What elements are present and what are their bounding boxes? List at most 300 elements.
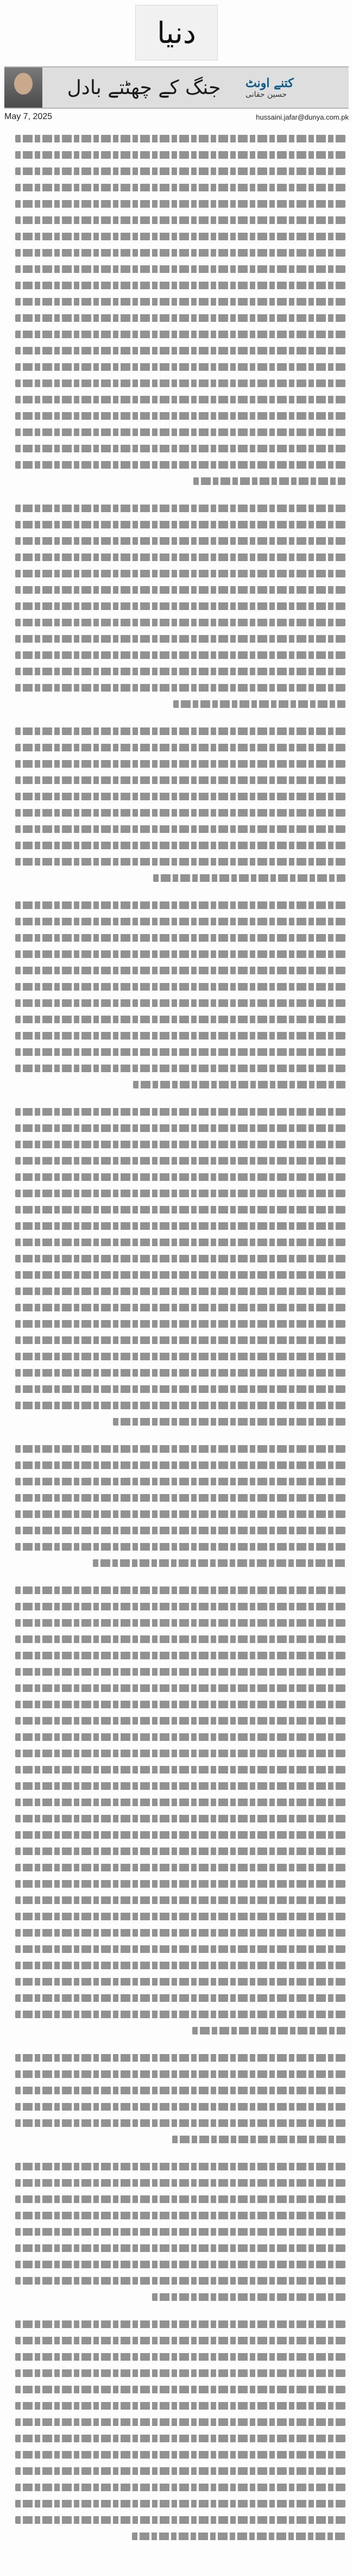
text-line — [8, 343, 345, 359]
text-line-fill — [15, 2451, 345, 2459]
text-line-fill — [15, 200, 345, 208]
text-line-fill — [15, 2435, 345, 2442]
text-line — [8, 2082, 345, 2099]
text-line-fill — [15, 2337, 345, 2344]
text-line-fill — [15, 1287, 345, 1295]
text-line — [8, 1810, 345, 1827]
text-line — [8, 854, 345, 870]
text-line-fill — [15, 2386, 345, 2393]
text-line — [8, 1283, 345, 1299]
text-line-fill — [15, 1478, 345, 1485]
text-line-fill — [15, 2070, 345, 2078]
text-line — [8, 1582, 345, 1598]
text-line — [8, 1974, 345, 1990]
text-line — [8, 2398, 345, 2414]
text-line-fill — [15, 651, 345, 659]
text-line — [8, 359, 345, 375]
text-line-fill — [15, 282, 345, 289]
article-paragraph — [8, 1582, 345, 2039]
text-line — [8, 375, 345, 391]
text-line — [8, 1762, 345, 1778]
text-line — [8, 294, 345, 310]
text-line-fill — [15, 521, 345, 528]
text-line — [8, 1028, 345, 1044]
meta-row — [4, 109, 349, 125]
text-line — [8, 1778, 345, 1794]
text-line-fill — [15, 216, 345, 224]
text-line-fill — [172, 2136, 345, 2143]
text-line — [8, 440, 345, 457]
text-line — [8, 1316, 345, 1332]
text-line — [8, 1664, 345, 1680]
column-header — [4, 66, 349, 109]
text-line-fill — [15, 2179, 345, 2187]
text-line-fill — [152, 2293, 345, 2301]
text-line — [8, 1631, 345, 1647]
text-line-fill — [15, 776, 345, 784]
text-line-fill — [15, 1799, 345, 1806]
text-line-fill — [15, 684, 345, 692]
text-line — [8, 1381, 345, 1397]
text-line-fill — [15, 363, 345, 371]
text-line-fill — [15, 793, 345, 800]
text-line — [8, 179, 345, 196]
article-paragraph — [8, 2050, 345, 2148]
text-line-fill — [15, 586, 345, 594]
text-line — [8, 2191, 345, 2207]
text-line-fill — [15, 1353, 345, 1360]
author-name: حسین حقانی — [245, 90, 287, 99]
text-line — [8, 2224, 345, 2240]
text-line-fill — [15, 1206, 345, 1214]
text-line — [8, 130, 345, 147]
text-line — [8, 2430, 345, 2447]
text-line — [8, 663, 345, 680]
text-line — [8, 1794, 345, 1810]
text-line — [8, 549, 345, 565]
text-line — [8, 1713, 345, 1729]
text-line-fill — [15, 1750, 345, 1757]
text-line — [8, 913, 345, 930]
text-line-fill — [15, 2103, 345, 2111]
logo — [135, 5, 218, 60]
text-line-fill — [15, 1385, 345, 1393]
masthead — [0, 0, 353, 65]
text-line — [8, 163, 345, 179]
text-line — [8, 1169, 345, 1185]
text-line-fill — [15, 1668, 345, 1676]
text-line-fill — [15, 1978, 345, 1986]
text-line-fill — [15, 1913, 345, 1920]
text-line — [8, 995, 345, 1011]
text-line-fill — [15, 668, 345, 675]
text-line-fill — [15, 184, 345, 191]
text-line — [8, 1153, 345, 1169]
text-line — [8, 696, 345, 712]
text-line — [8, 2447, 345, 2463]
text-line-fill — [15, 167, 345, 175]
text-line — [8, 870, 345, 886]
text-line — [8, 647, 345, 663]
text-line — [8, 1506, 345, 1522]
text-line-fill — [15, 1543, 345, 1551]
column-name: کتنے اونٹ — [245, 76, 294, 90]
text-line-fill — [15, 1864, 345, 1871]
text-line-fill — [15, 744, 345, 751]
text-line-fill — [15, 825, 345, 833]
text-line-fill — [15, 2261, 345, 2268]
text-line — [8, 1218, 345, 1234]
text-line-fill — [15, 2484, 345, 2491]
text-line — [8, 1539, 345, 1555]
text-line-fill — [15, 445, 345, 452]
text-line — [8, 2175, 345, 2191]
text-line — [8, 2496, 345, 2512]
text-line — [8, 1876, 345, 1892]
text-line-fill — [15, 396, 345, 403]
text-line-fill — [15, 1782, 345, 1790]
text-line — [8, 1044, 345, 1060]
text-line-fill — [113, 1418, 345, 1426]
article-paragraph — [8, 1441, 345, 1571]
text-line — [8, 2066, 345, 2082]
text-line-fill — [15, 2467, 345, 2475]
text-line-fill — [15, 2500, 345, 2507]
text-line — [8, 2332, 345, 2349]
text-line-fill — [15, 602, 345, 610]
text-line-fill — [133, 1081, 345, 1088]
text-line — [8, 788, 345, 805]
text-line — [8, 946, 345, 962]
text-line — [8, 1522, 345, 1539]
text-line — [8, 2381, 345, 2398]
text-line — [8, 805, 345, 821]
text-line-fill — [15, 265, 345, 273]
text-line — [8, 962, 345, 979]
text-line — [8, 473, 345, 489]
text-line-fill — [15, 2320, 345, 2328]
text-line — [8, 582, 345, 598]
text-line — [8, 2131, 345, 2148]
text-line — [8, 1925, 345, 1941]
text-line — [8, 1990, 345, 2006]
text-line-fill — [15, 1733, 345, 1741]
text-line-fill — [15, 1222, 345, 1230]
column-title: جنگ کے چھٹتے بادل — [67, 76, 221, 99]
text-line-fill — [15, 505, 345, 512]
text-line-fill — [15, 553, 345, 561]
text-line-fill — [15, 1016, 345, 1023]
text-line-fill — [15, 1831, 345, 1839]
text-line — [8, 821, 345, 837]
text-line-fill — [15, 1402, 345, 1409]
text-line-fill — [15, 461, 345, 469]
text-line — [8, 2414, 345, 2430]
text-line — [8, 1941, 345, 1957]
text-line-fill — [15, 249, 345, 257]
text-line-fill — [15, 1510, 345, 1518]
author-block — [245, 67, 349, 108]
text-line-fill — [15, 1896, 345, 1904]
text-line — [8, 1332, 345, 1348]
text-line-fill — [15, 379, 345, 387]
text-line-fill — [15, 2163, 345, 2170]
text-line-fill — [15, 570, 345, 577]
text-line-fill — [15, 1445, 345, 1453]
text-line-fill — [15, 1717, 345, 1725]
article-paragraph — [8, 500, 345, 712]
text-line — [8, 533, 345, 549]
text-line — [8, 1555, 345, 1571]
article-paragraph — [8, 1104, 345, 1430]
text-line — [8, 1299, 345, 1316]
text-line-fill — [15, 1847, 345, 1855]
text-line-fill — [15, 760, 345, 768]
text-line-fill — [15, 901, 345, 909]
text-line-fill — [15, 1635, 345, 1643]
text-line — [8, 1234, 345, 1250]
text-line-fill — [15, 428, 345, 436]
text-line-fill — [15, 1880, 345, 1888]
text-line-fill — [15, 619, 345, 626]
text-line — [8, 2512, 345, 2528]
text-line — [8, 2289, 345, 2305]
text-line-fill — [15, 2054, 345, 2062]
text-line-fill — [15, 2402, 345, 2410]
text-line-fill — [192, 2027, 345, 2034]
text-line-fill — [15, 2011, 345, 2018]
text-line-fill — [15, 934, 345, 942]
text-line — [8, 1136, 345, 1153]
text-line — [8, 631, 345, 647]
text-line — [8, 614, 345, 631]
text-line — [8, 1615, 345, 1631]
text-line — [8, 2006, 345, 2023]
text-line — [8, 1077, 345, 1093]
text-line-fill — [15, 842, 345, 849]
text-line — [8, 598, 345, 614]
text-line — [8, 1859, 345, 1876]
text-line-fill — [15, 1962, 345, 1969]
text-line-fill — [15, 1701, 345, 1708]
text-line — [8, 1827, 345, 1843]
text-line-fill — [15, 1190, 345, 1197]
text-line — [8, 2463, 345, 2479]
text-line — [8, 2479, 345, 2496]
text-line — [8, 2099, 345, 2115]
text-line-fill — [15, 635, 345, 643]
author-email[interactable]: hussaini.jafar@dunya.com.pk — [256, 113, 349, 121]
text-line-fill — [15, 1173, 345, 1181]
article-paragraph — [8, 897, 345, 1093]
text-line — [8, 391, 345, 408]
text-line — [8, 2316, 345, 2332]
text-line — [8, 1397, 345, 1414]
text-line — [8, 2240, 345, 2256]
text-line — [8, 1892, 345, 1908]
text-line-fill — [173, 700, 345, 708]
text-line — [8, 196, 345, 212]
text-line — [8, 1598, 345, 1615]
text-line-fill — [15, 2516, 345, 2524]
text-line-fill — [15, 1320, 345, 1328]
text-line-fill — [15, 1048, 345, 1056]
text-line — [8, 565, 345, 582]
text-line — [8, 1473, 345, 1490]
text-line-fill — [15, 1945, 345, 1953]
text-line-fill — [15, 1304, 345, 1311]
text-line-fill — [15, 1124, 345, 1132]
logo-mark: دنیا — [157, 15, 196, 50]
text-line — [8, 2158, 345, 2175]
text-line-fill — [15, 2195, 345, 2203]
text-line-fill — [15, 298, 345, 306]
text-line — [8, 1060, 345, 1077]
text-line-fill — [15, 727, 345, 735]
text-line — [8, 680, 345, 696]
text-line — [8, 1696, 345, 1713]
text-line-fill — [15, 1157, 345, 1165]
text-line-fill — [15, 1065, 345, 1072]
text-line-fill — [15, 331, 345, 338]
text-line-fill — [15, 918, 345, 925]
text-line — [8, 723, 345, 739]
text-line — [8, 1843, 345, 1859]
text-line — [8, 1457, 345, 1473]
text-line — [8, 500, 345, 517]
text-line — [8, 1348, 345, 1365]
text-line-fill — [15, 2087, 345, 2094]
text-line-fill — [15, 1815, 345, 1822]
article-paragraph — [8, 130, 345, 489]
text-line-fill — [15, 1108, 345, 1116]
text-line — [8, 1365, 345, 1381]
publish-date: May 7, 2025 — [4, 112, 53, 121]
text-line-fill — [15, 967, 345, 974]
text-line — [8, 837, 345, 854]
text-line-fill — [15, 2228, 345, 2236]
text-line-fill — [15, 2418, 345, 2426]
text-line-fill — [15, 2277, 345, 2285]
text-line-fill — [15, 1994, 345, 2002]
text-line — [8, 1490, 345, 1506]
text-line — [8, 326, 345, 343]
text-line — [8, 2207, 345, 2224]
text-line-fill — [15, 809, 345, 817]
text-line — [8, 517, 345, 533]
text-line — [8, 457, 345, 473]
text-line-fill — [15, 135, 345, 142]
text-line-fill — [15, 1255, 345, 1262]
text-line-fill — [15, 2353, 345, 2361]
text-line-fill — [15, 2119, 345, 2127]
text-line — [8, 897, 345, 913]
text-line-fill — [15, 1929, 345, 1937]
text-line — [8, 2256, 345, 2273]
text-line — [8, 1647, 345, 1664]
text-line-fill — [15, 1271, 345, 1279]
text-line-fill — [15, 2369, 345, 2377]
text-line — [8, 1267, 345, 1283]
text-line — [8, 2273, 345, 2289]
text-line-fill — [15, 412, 345, 420]
text-line-fill — [132, 2533, 345, 2540]
text-line — [8, 1011, 345, 1028]
text-line — [8, 228, 345, 245]
text-line-fill — [15, 1369, 345, 1377]
text-line — [8, 2365, 345, 2381]
text-line-fill — [15, 314, 345, 322]
text-line-fill — [15, 537, 345, 545]
author-photo — [4, 67, 42, 108]
text-line-fill — [153, 874, 345, 882]
text-line-fill — [15, 347, 345, 354]
text-line-fill — [15, 1239, 345, 1246]
text-line — [8, 772, 345, 788]
text-line — [8, 1414, 345, 1430]
text-line — [8, 756, 345, 772]
text-line — [8, 147, 345, 163]
text-line — [8, 1957, 345, 1974]
text-line — [8, 1729, 345, 1745]
text-line-fill — [15, 1766, 345, 1774]
text-line — [8, 1908, 345, 1925]
text-line-fill — [15, 1527, 345, 1534]
text-line — [8, 930, 345, 946]
text-line-fill — [15, 1336, 345, 1344]
text-line — [8, 1120, 345, 1136]
text-line-fill — [15, 1141, 345, 1148]
text-line-fill — [193, 477, 345, 485]
text-line-fill — [15, 2212, 345, 2219]
text-line-fill — [15, 1586, 345, 1594]
text-line — [8, 310, 345, 326]
text-line-fill — [15, 2244, 345, 2252]
article-body — [8, 130, 345, 2566]
text-line-fill — [15, 1652, 345, 1659]
text-line — [8, 424, 345, 440]
text-line-fill — [15, 1603, 345, 1610]
text-line — [8, 408, 345, 424]
text-line — [8, 1745, 345, 1762]
text-line — [8, 2528, 345, 2544]
text-line-fill — [15, 1032, 345, 1040]
text-line-fill — [15, 999, 345, 1007]
text-line — [8, 2115, 345, 2131]
text-line-fill — [15, 1494, 345, 1502]
text-line — [8, 1185, 345, 1202]
text-line — [8, 212, 345, 228]
article-paragraph — [8, 2316, 345, 2544]
text-line — [8, 2349, 345, 2365]
text-line — [8, 2050, 345, 2066]
article-paragraph — [8, 2158, 345, 2305]
text-line — [8, 277, 345, 294]
text-line-fill — [15, 151, 345, 159]
text-line — [8, 1104, 345, 1120]
text-line-fill — [15, 233, 345, 240]
article-paragraph — [8, 723, 345, 886]
text-line-fill — [15, 983, 345, 991]
text-line — [8, 979, 345, 995]
text-line-fill — [15, 1461, 345, 1469]
text-line-fill — [15, 858, 345, 866]
text-line — [8, 261, 345, 277]
text-line — [8, 739, 345, 756]
text-line-fill — [15, 1684, 345, 1692]
text-line — [8, 1250, 345, 1267]
text-line-fill — [15, 950, 345, 958]
